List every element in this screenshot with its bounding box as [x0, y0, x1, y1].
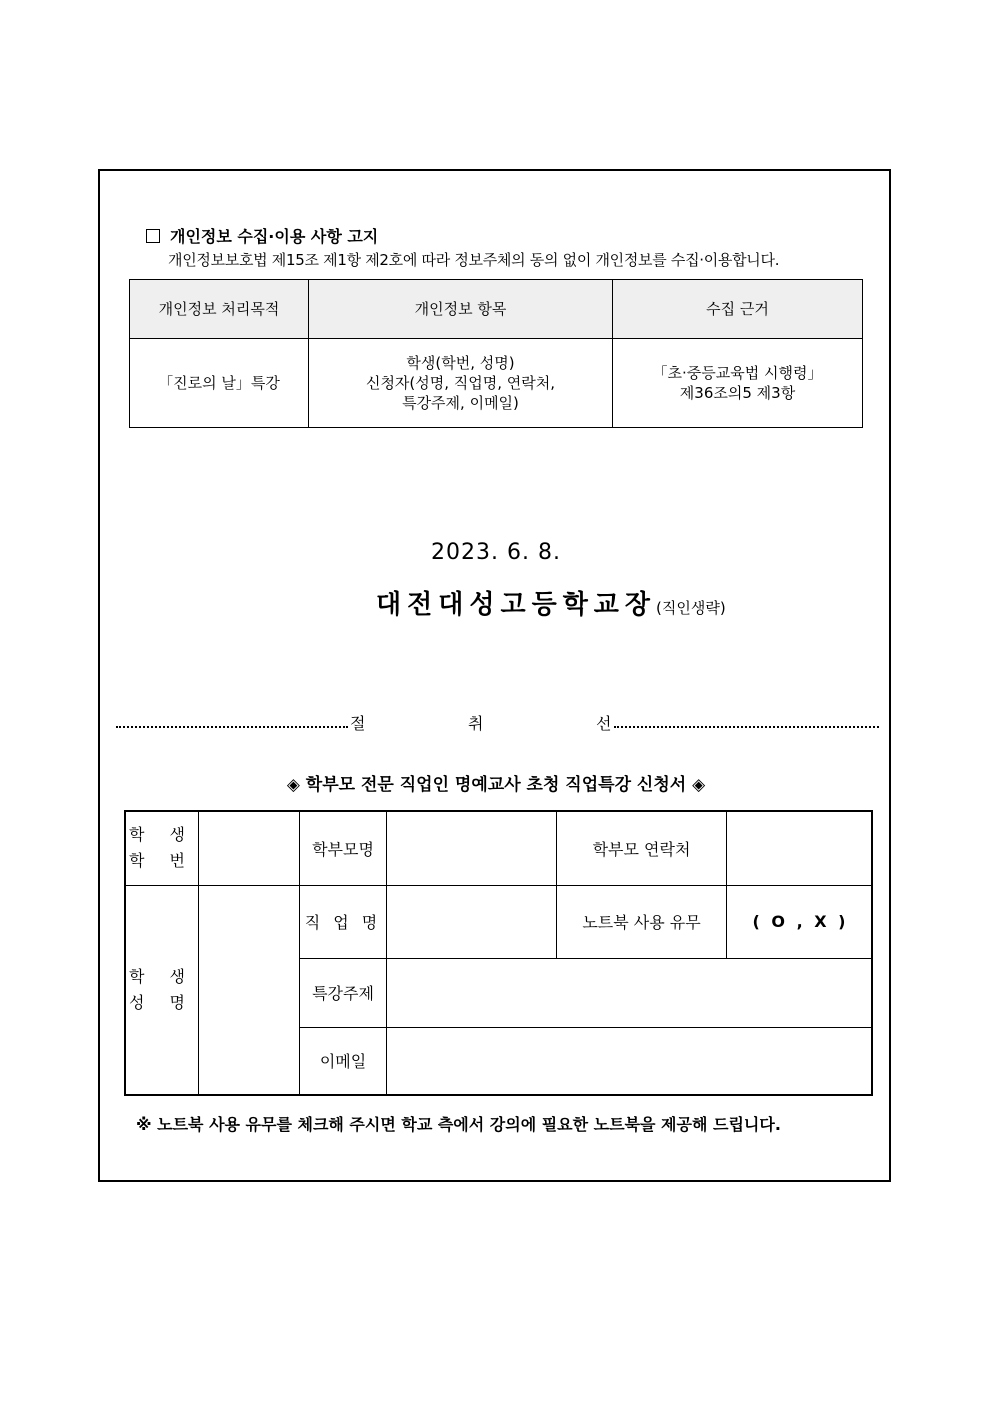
notice-heading-text: 개인정보 수집·이용 사항 고지 [170, 227, 379, 246]
student-name-label [125, 885, 199, 1095]
seal-note: (직인생략) [656, 599, 726, 617]
basis-cell [613, 339, 863, 428]
label-line: 성 명 [129, 992, 195, 1012]
cutline-char: 절 [350, 714, 366, 733]
parent-contact-field[interactable] [727, 811, 873, 885]
header-items: 개인정보 항목 [309, 280, 613, 339]
table-header-row [130, 280, 863, 339]
topic-field[interactable] [387, 958, 873, 1027]
issue-date: 2023. 6. 8. [431, 540, 561, 565]
email-label: 이메일 [300, 1027, 387, 1095]
privacy-table [129, 279, 863, 428]
items-line: 신청자(성명, 직업명, 연락처, [365, 374, 556, 392]
laptop-options[interactable]: ( O , X ) [727, 885, 873, 958]
school-signature [376, 584, 726, 621]
application-form-table [124, 810, 873, 1096]
checkbox-icon [146, 229, 160, 243]
form-title: ◈ 학부모 전문 직업인 명예교사 초청 직업특강 신청서 ◈ [286, 775, 706, 795]
student-id-field[interactable] [199, 811, 300, 885]
job-field[interactable] [387, 885, 557, 958]
table-row [125, 811, 872, 885]
label-line: 학 생 [129, 825, 195, 845]
topic-label: 특강주제 [300, 958, 387, 1027]
basis-line: 제36조의5 제3항 [679, 384, 796, 402]
items-cell [309, 339, 613, 428]
notice-body: 개인정보보호법 제15조 제1항 제2호에 따라 정보주체의 동의 없이 개인정보를 수집·이용합니다. [168, 251, 780, 269]
parent-name-label: 학부모명 [300, 811, 387, 885]
table-row [130, 339, 863, 428]
footnote: ※ 노트북 사용 유무를 체크해 주시면 학교 측에서 강의에 필요한 노트북을 제공해 드립니다. [136, 1115, 781, 1134]
header-purpose: 개인정보 처리목적 [130, 280, 309, 339]
parent-name-field[interactable] [387, 811, 557, 885]
items-line: 특강주제, 이메일) [402, 394, 519, 412]
notice-heading [146, 224, 378, 247]
school-name: 대전대성고등학교장 [376, 590, 657, 620]
cut-dotted-line-right [614, 726, 879, 728]
job-label: 직 업 명 [300, 885, 387, 958]
email-field[interactable] [387, 1027, 873, 1095]
label-line: 학 생 [129, 966, 195, 986]
laptop-label: 노트북 사용 유무 [557, 885, 727, 958]
student-name-field[interactable] [199, 885, 300, 1095]
table-row [125, 885, 872, 958]
purpose-cell: 「진로의 날」특강 [130, 339, 309, 428]
label-line: 학 번 [129, 851, 195, 871]
parent-contact-label: 학부모 연락처 [557, 811, 727, 885]
items-line: 학생(학번, 성명) [406, 354, 515, 372]
cutline-char: 취 [468, 714, 484, 733]
header-basis: 수집 근거 [613, 280, 863, 339]
basis-line: 「초·중등교육법 시행령」 [652, 364, 823, 382]
student-id-label [125, 811, 199, 885]
cut-dotted-line-left [116, 726, 348, 728]
cutline-char: 선 [596, 714, 612, 733]
